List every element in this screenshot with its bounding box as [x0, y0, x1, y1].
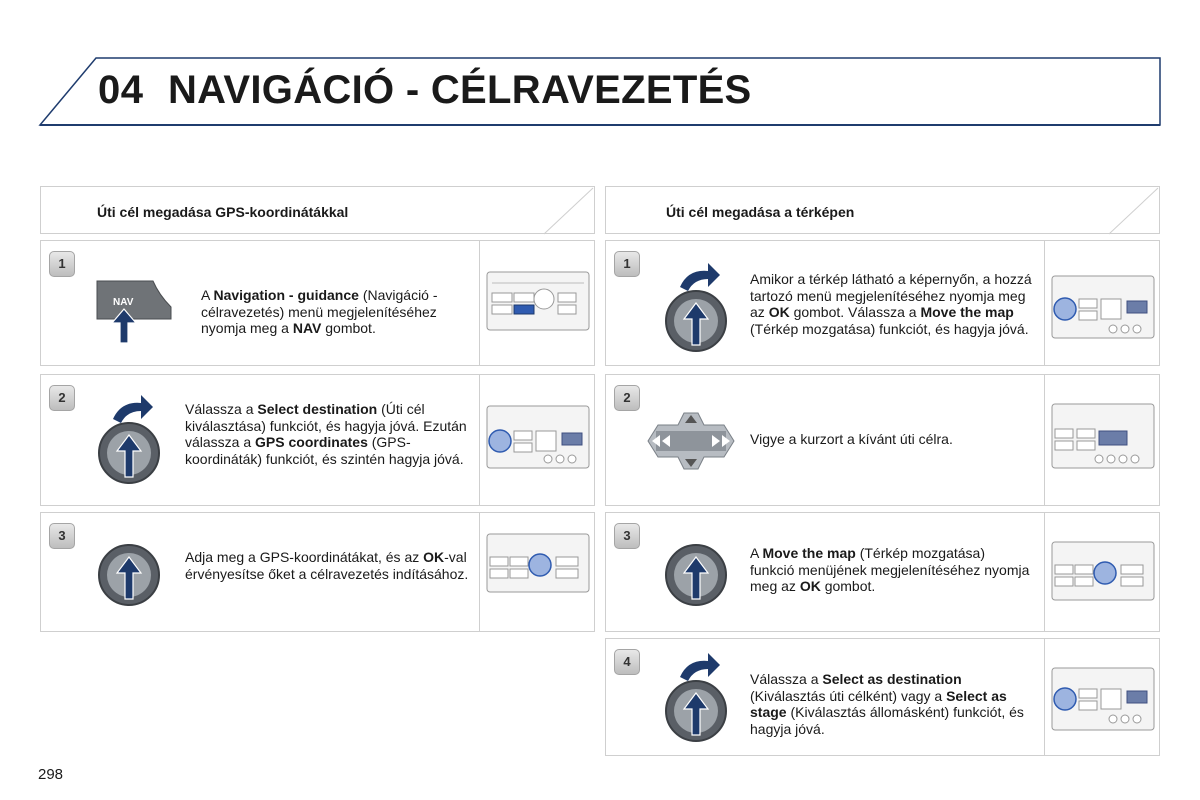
emphasized-term: Move the map	[920, 304, 1014, 320]
rotary-knob-press-icon	[662, 533, 732, 623]
emphasized-term: OK	[768, 304, 790, 320]
left-section-header	[40, 186, 595, 234]
step-instruction: Vigye a kurzort a kívánt úti célra.	[750, 431, 953, 447]
emphasized-term: Select as stage	[750, 687, 1007, 720]
left-step-2	[40, 374, 595, 506]
rotary-knob-turn-press-icon	[662, 651, 732, 751]
step-instruction: Válassza a Select as destination (Kiválasztás úti célként) vagy a Select as stage (Kiválasztás állomásként) funkciót, és hagyja jóvá.	[750, 671, 1024, 737]
chapter-number: 04	[98, 68, 144, 112]
page-title: NAVIGÁCIÓ - CÉLRAVEZETÉS	[168, 68, 752, 112]
step-instruction: A Move the map (Térkép mozgatása) funkció menüjének megjelenítéséhez nyomja meg az OK gombot.	[750, 545, 1030, 594]
radio-unit-illustration	[479, 513, 594, 631]
radio-unit-illustration	[479, 375, 594, 505]
rotary-knob-turn-press-icon	[662, 261, 732, 361]
emphasized-term: NAV	[292, 320, 322, 336]
emphasized-term: Select destination	[257, 401, 378, 417]
header-corner-decoration	[1069, 187, 1159, 235]
right-section-header	[605, 186, 1160, 234]
radio-unit-illustration	[1044, 241, 1159, 365]
nav-button-icon	[91, 271, 181, 351]
step-number-badge: 1	[49, 251, 75, 277]
car-radio-panel-icon	[1051, 403, 1155, 469]
radio-unit-illustration	[1044, 375, 1159, 505]
header-corner-decoration	[504, 187, 594, 235]
left-section-title: Úti cél megadása GPS-koordinátákkal	[97, 204, 349, 220]
directional-pad-icon	[646, 411, 736, 471]
right-section-title: Úti cél megadása a térképen	[666, 204, 855, 220]
step-number-badge: 3	[614, 523, 640, 549]
emphasized-term: Move the map	[762, 545, 856, 561]
page-number: 298	[38, 766, 64, 783]
rotary-knob-turn-press-icon	[95, 393, 165, 493]
left-column	[40, 186, 595, 582]
radio-unit-illustration	[1044, 513, 1159, 631]
car-radio-panel-icon	[1051, 541, 1155, 601]
emphasized-term: Navigation - guidance	[213, 287, 359, 303]
rotary-knob-press-icon	[95, 533, 165, 623]
car-radio-panel-icon	[1051, 667, 1155, 731]
step-number-badge: 2	[614, 385, 640, 411]
car-radio-panel-icon	[1051, 275, 1155, 339]
emphasized-term: Select as destination	[822, 671, 962, 687]
step-number-badge: 2	[49, 385, 75, 411]
radio-unit-illustration	[479, 241, 594, 365]
right-step-3	[605, 512, 1160, 632]
car-radio-panel-icon	[486, 533, 590, 593]
emphasized-term: GPS coordinates	[255, 434, 368, 450]
step-number-badge: 1	[614, 251, 640, 277]
emphasized-term: OK	[423, 549, 445, 565]
car-radio-panel-icon	[486, 405, 590, 469]
step-instruction: Adja meg a GPS-koordinátákat, és az OK-val érvényesítse őket a célravezetés indításához.	[185, 549, 469, 582]
right-step-2	[605, 374, 1160, 506]
left-step-1	[40, 240, 595, 366]
emphasized-term: OK	[799, 578, 821, 594]
right-step-1	[605, 240, 1160, 366]
car-radio-panel-icon	[486, 271, 590, 331]
step-instruction: Válassza a Select destination (Úti cél kiválasztása) funkciót, és hagyja jóvá. Ezután válassza a GPS coordinates (GPS-koordináták) funkciót, és szintén hagyja jóvá.	[185, 401, 467, 467]
step-number-badge: 4	[614, 649, 640, 675]
step-instruction: Amikor a térkép látható a képernyőn, a hozzá tartozó menü megjelenítéséhez nyomja meg az OK gombot. Válassza a Move the map (Térkép mozgatása) funkciót, és hagyja jóvá.	[750, 271, 1032, 337]
nav-label: NAV	[113, 297, 134, 308]
right-step-4	[605, 638, 1160, 756]
left-step-3	[40, 512, 595, 632]
step-instruction: A Navigation - guidance (Navigáció - célravezetés) menü megjelenítéséhez nyomja meg a NAV gombot.	[201, 287, 438, 336]
right-column	[605, 186, 1160, 737]
radio-unit-illustration	[1044, 639, 1159, 755]
step-number-badge: 3	[49, 523, 75, 549]
